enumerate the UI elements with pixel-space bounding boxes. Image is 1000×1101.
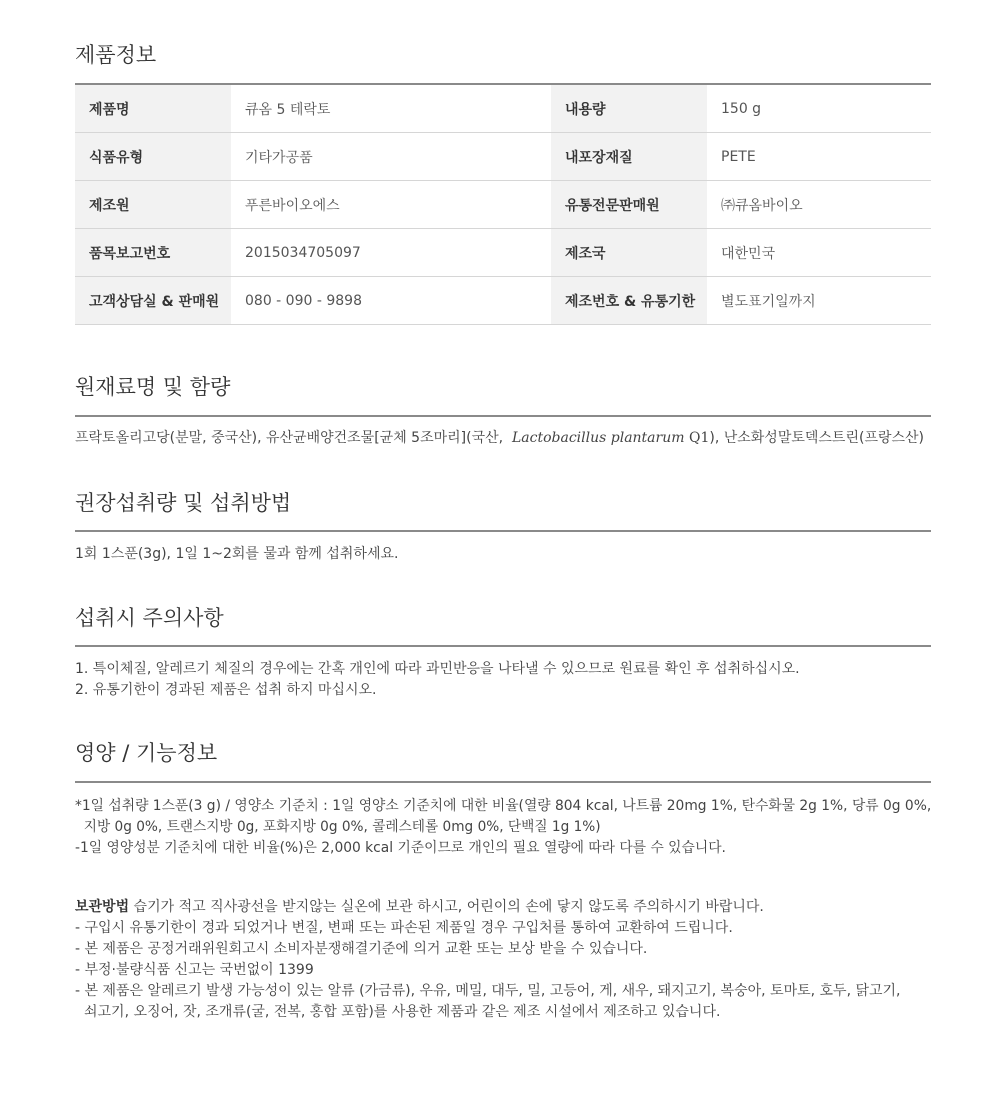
product-info-section — [75, 40, 156, 70]
dosage-text — [75, 544, 398, 565]
nutrition-line: *1일 섭취량 1스푼(3 g) / 영양소 기준치 : 1일 영양소 기준치에 대한 비율(열량 804 kcal, 나트륨 20mg 1%, 탄수화물 2g 1%, 당류 0g 0%, — [75, 798, 932, 814]
ingredients-text-after: ), 난소화성말토덱스트린(프랑스산) — [709, 430, 924, 446]
table-row — [75, 85, 931, 133]
nutrition-line: -1일 영양성분 기준치에 대한 비율(%)은 2,000 kcal 기준이므로 개인의 필요 열량에 따라 다를 수 있습니다. — [75, 840, 726, 856]
table-label: 내포장재질 — [551, 133, 707, 181]
strain-name: Q1 — [688, 430, 710, 446]
section-title: 제품정보 — [75, 43, 157, 67]
storage-line: 쇠고기, 오징어, 잣, 조개류(굴, 전복, 홍합 포함)를 사용한 제품과 같은 제조 시설에서 제조하고 있습니다. — [84, 1004, 721, 1020]
table-label: 유통전문판매원 — [551, 181, 707, 229]
table-row — [75, 181, 931, 229]
table-label: 품목보고번호 — [75, 229, 231, 277]
table-label: 제조원 — [75, 181, 231, 229]
table-value: 기타가공품 — [231, 133, 551, 181]
storage-label: 보관방법 — [75, 899, 130, 915]
table-value: 150 g — [707, 85, 931, 133]
divider — [75, 530, 931, 532]
storage-desc: 습기가 적고 직사광선을 받지않는 실온에 보관 하시고, 어린이의 손에 닿지 않도록 주의하시기 바랍니다. — [129, 899, 764, 915]
divider — [75, 781, 931, 783]
table-value: 2015034705097 — [231, 229, 551, 277]
storage-line: - 본 제품은 알레르기 발생 가능성이 있는 알류 (가금류), 우유, 메밀, 대두, 밀, 고등어, 게, 새우, 돼지고기, 복숭아, 토마토, 호두, 닭고기, — [75, 983, 901, 999]
section-title: 권장섭취량 및 섭취방법 — [75, 491, 292, 515]
table-label: 내용량 — [551, 85, 707, 133]
caution-line: 1. 특이체질, 알레르기 체질의 경우에는 간혹 개인에 따라 과민반응을 나타낼 수 있으므로 원료를 확인 후 섭취하십시오. — [75, 661, 800, 677]
table-label: 제품명 — [75, 85, 231, 133]
table-value: 대한민국 — [707, 229, 931, 277]
caution-line: 2. 유통기한이 경과된 제품은 섭취 하지 마십시오. — [75, 682, 377, 698]
section-title: 영양 / 기능정보 — [75, 741, 218, 765]
table-value: 080 - 090 - 9898 — [231, 277, 551, 325]
divider — [75, 415, 931, 417]
section-title: 원재료명 및 함량 — [75, 375, 231, 399]
table-label: 제조번호 & 유통기한 — [551, 277, 707, 325]
table-row — [75, 133, 931, 181]
table-row — [75, 229, 931, 277]
ingredients-text-before: 프락토올리고당(분말, 중국산), 유산균배양건조물[균체 5조마리](국산, — [75, 430, 504, 446]
storage-text — [75, 897, 901, 1023]
table-value: PETE — [707, 133, 931, 181]
ingredients-text — [75, 428, 924, 449]
dosage-line: 1회 1스푼(3g), 1일 1~2회를 물과 함께 섭취하세요. — [75, 546, 399, 562]
table-value: 푸른바이오에스 — [231, 181, 551, 229]
storage-line: - 부정·불량식품 신고는 국번없이 1399 — [75, 962, 314, 978]
storage-line: - 본 제품은 공정거래위원회고시 소비자분쟁해결기준에 의거 교환 또는 보상 받을 수 있습니다. — [75, 941, 648, 957]
table-label: 고객상담실 & 판매원 — [75, 277, 231, 325]
table-label: 식품유형 — [75, 133, 231, 181]
table-label: 제조국 — [551, 229, 707, 277]
table-value: 별도표기일까지 — [707, 277, 931, 325]
nutrition-line: 지방 0g 0%, 트랜스지방 0g, 포화지방 0g 0%, 콜레스테롤 0mg 0%, 단백질 1g 1%) — [83, 819, 601, 835]
latin-name: Lactobacillus plantarum — [511, 430, 685, 446]
caution-text — [75, 659, 800, 701]
nutrition-text — [75, 796, 943, 859]
section-title: 섭취시 주의사항 — [75, 606, 224, 630]
product-info-table — [75, 85, 931, 325]
divider — [75, 645, 931, 647]
storage-line: - 구입시 유통기한이 경과 되었거나 변질, 변패 또는 파손된 제품일 경우 구입처를 통하여 교환하여 드립니다. — [75, 920, 733, 936]
table-value: 큐옴 5 테락토 — [231, 85, 551, 133]
table-row — [75, 277, 931, 325]
table-value: ㈜큐옴바이오 — [707, 181, 931, 229]
